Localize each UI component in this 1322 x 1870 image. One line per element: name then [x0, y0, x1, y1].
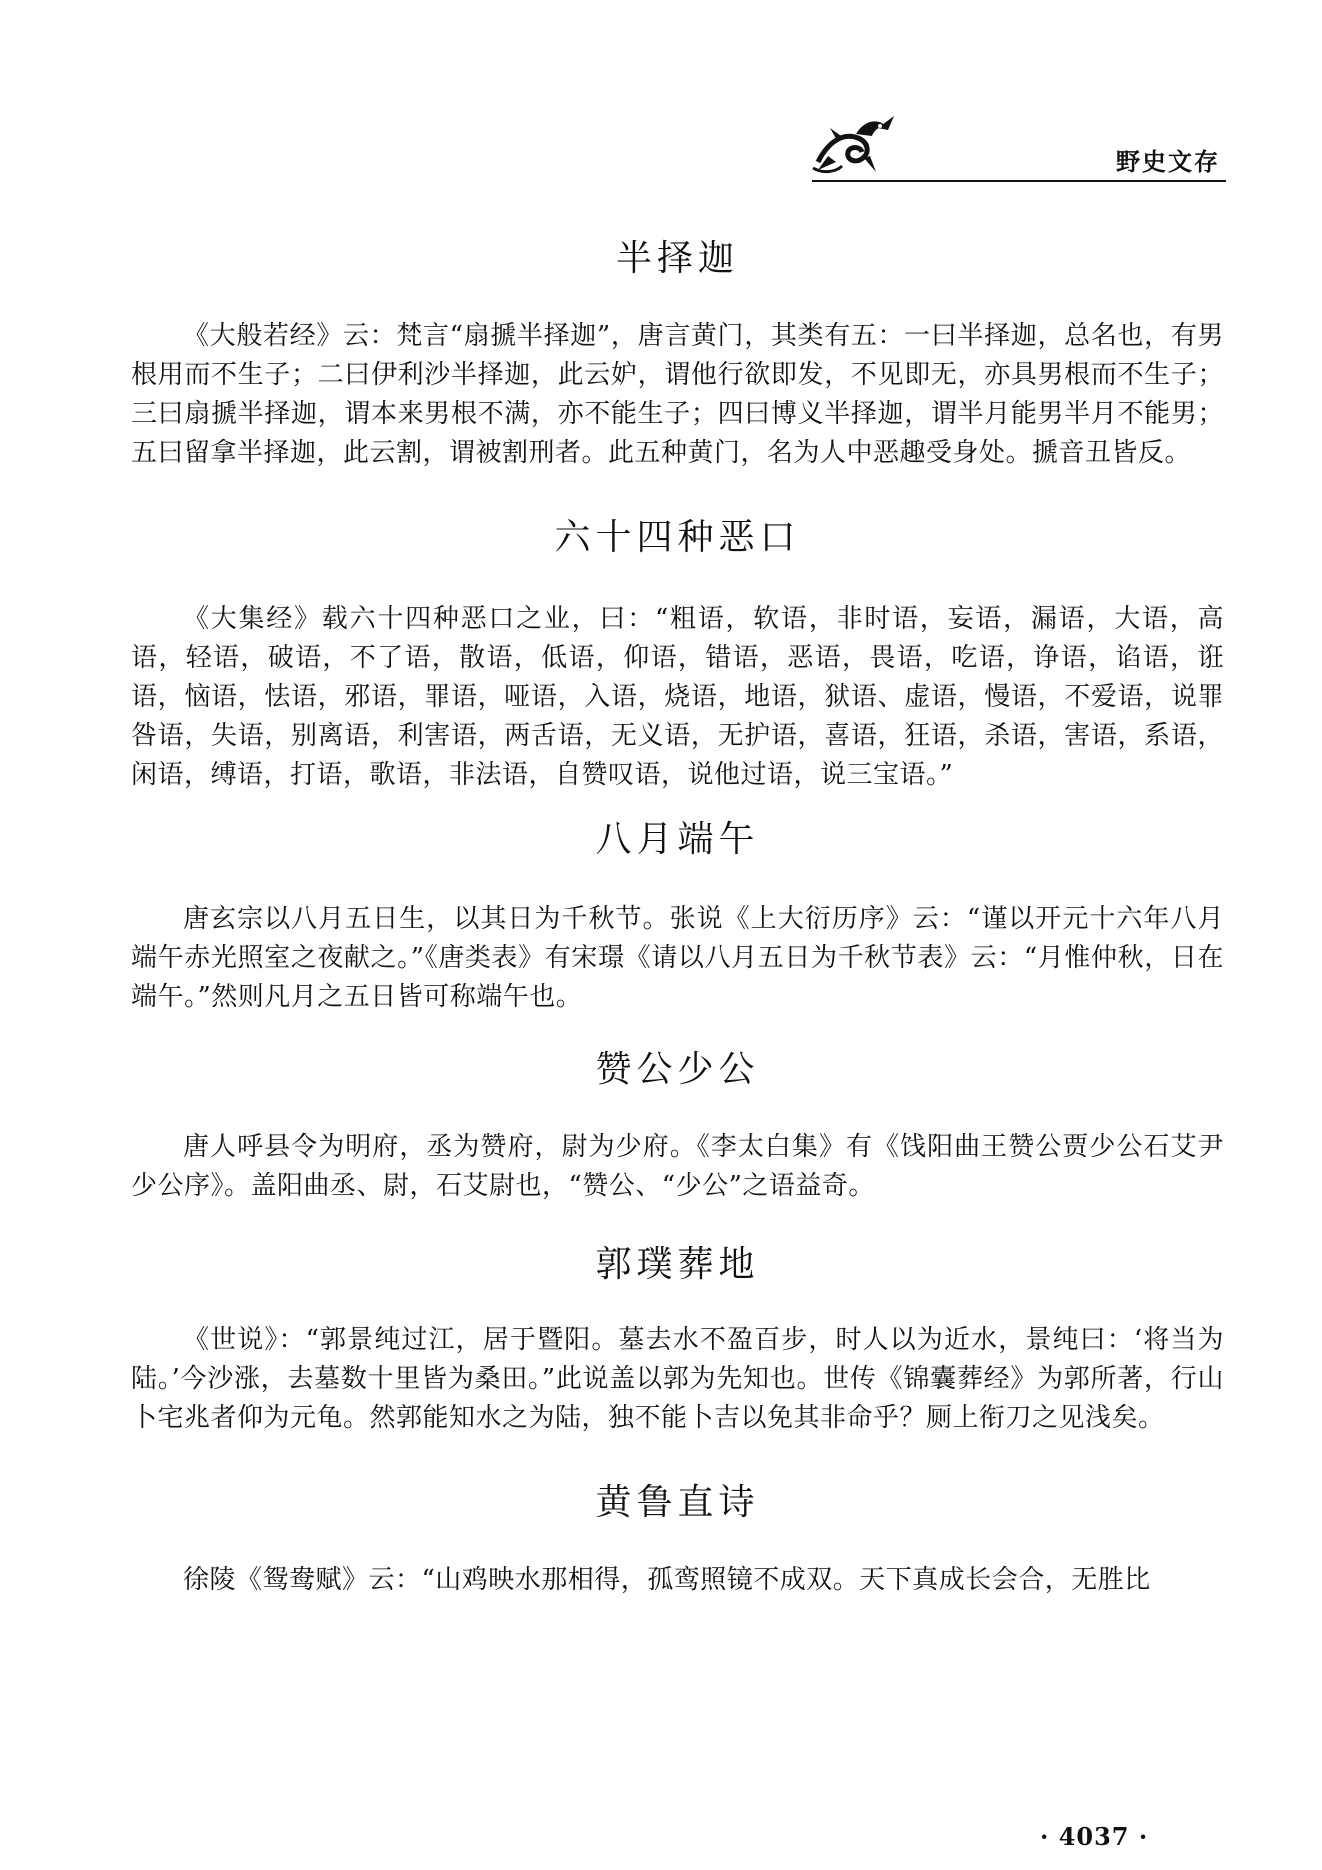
header-rule: [812, 180, 1226, 182]
article-title: 赞公少公: [595, 1049, 760, 1090]
article-title: 六十四种恶口: [554, 517, 801, 558]
article-title: 黄鲁直诗: [595, 1482, 760, 1523]
article-text: 《大般若经》云：梵言“扇搋半择迦”，唐言黄门，其类有五：一曰半择迦，总名也，有男根用而不生子；二曰伊利沙半择迦，此云妒，谓他行欲即发，不见即无，亦具男根而不生子；三曰扇搋半择迦，谓本来男根不满，亦不能生子；四曰博义半择迦，谓半月能男半月不能男；五曰留拿半择迦，此云割，谓被割刑者。此五种黄门，名为人中恶趣受身处。搋音丑皆反。: [131, 321, 1224, 468]
article-title: 八月端午: [595, 819, 760, 860]
article-text: 《大集经》载六十四种恶口之业，曰：“粗语，软语，非时语，妄语，漏语，大语，高语，轻语，破语，不了语，散语，低语，仰语，错语，恶语，畏语，吃语，诤语，谄语，诳语，恼语，怯语，邪语，罪语，哑语，入语，烧语，地语，狱语、虚语，慢语，不爱语，说罪咎语，失语，别离语，利害语，两舌语，无义语，无护语，喜语，狂语，杀语，害语，系语，闲语，缚语，打语，歌语，非法语，自赞叹语，说他过语，说三宝语。”: [131, 604, 1224, 790]
dragon-emblem-icon: [808, 112, 898, 178]
article-text: 唐玄宗以八月五日生，以其日为千秋节。张说《上大衍历序》云：“谨以开元十六年八月端午赤光照室之夜献之。”《唐类表》有宋璟《请以八月五日为千秋节表》云：“月惟仲秋，日在端午。”然则凡月之五日皆可称端午也。: [131, 904, 1224, 1012]
article-section: [131, 811, 1224, 1017]
article-section: [131, 1236, 1224, 1438]
article-section: [131, 1041, 1224, 1206]
article-text: 《世说》：“郭景纯过江，居于暨阳。墓去水不盈百步，时人以为近水，景纯曰：‘将当为陆。’今沙涨，去墓数十里皆为桑田。”此说盖以郭为先知也。世传《锦囊葬经》为郭所著，行山卜宅兆者仰为元龟。然郭能知水之为陆，独不能卜吉以免其非命乎？厕上衔刀之见浅矣。: [131, 1325, 1224, 1433]
article-text: 唐人呼县令为明府，丞为赞府，尉为少府。《李太白集》有《饯阳曲王赞公贾少公石艾尹少公序》。盖阳曲丞、尉，石艾尉也，“赞公、“少公”之语益奇。: [131, 1132, 1224, 1201]
article-section: [131, 1474, 1224, 1600]
page-body: [131, 200, 1224, 1600]
article-section: [131, 230, 1224, 473]
article-text: 徐陵《鸳鸯赋》云：“山鸡映水那相得，孤鸾照镜不成双。天下真成长会合，无胜比: [183, 1565, 1151, 1595]
running-header: [808, 100, 1226, 182]
article-title: 郭璞葬地: [595, 1244, 760, 1285]
article-section: [131, 509, 1224, 795]
page-number: · 4037 ·: [1040, 1822, 1149, 1851]
series-title: 野史文存: [1116, 148, 1220, 176]
article-title: 半择迦: [615, 238, 739, 279]
